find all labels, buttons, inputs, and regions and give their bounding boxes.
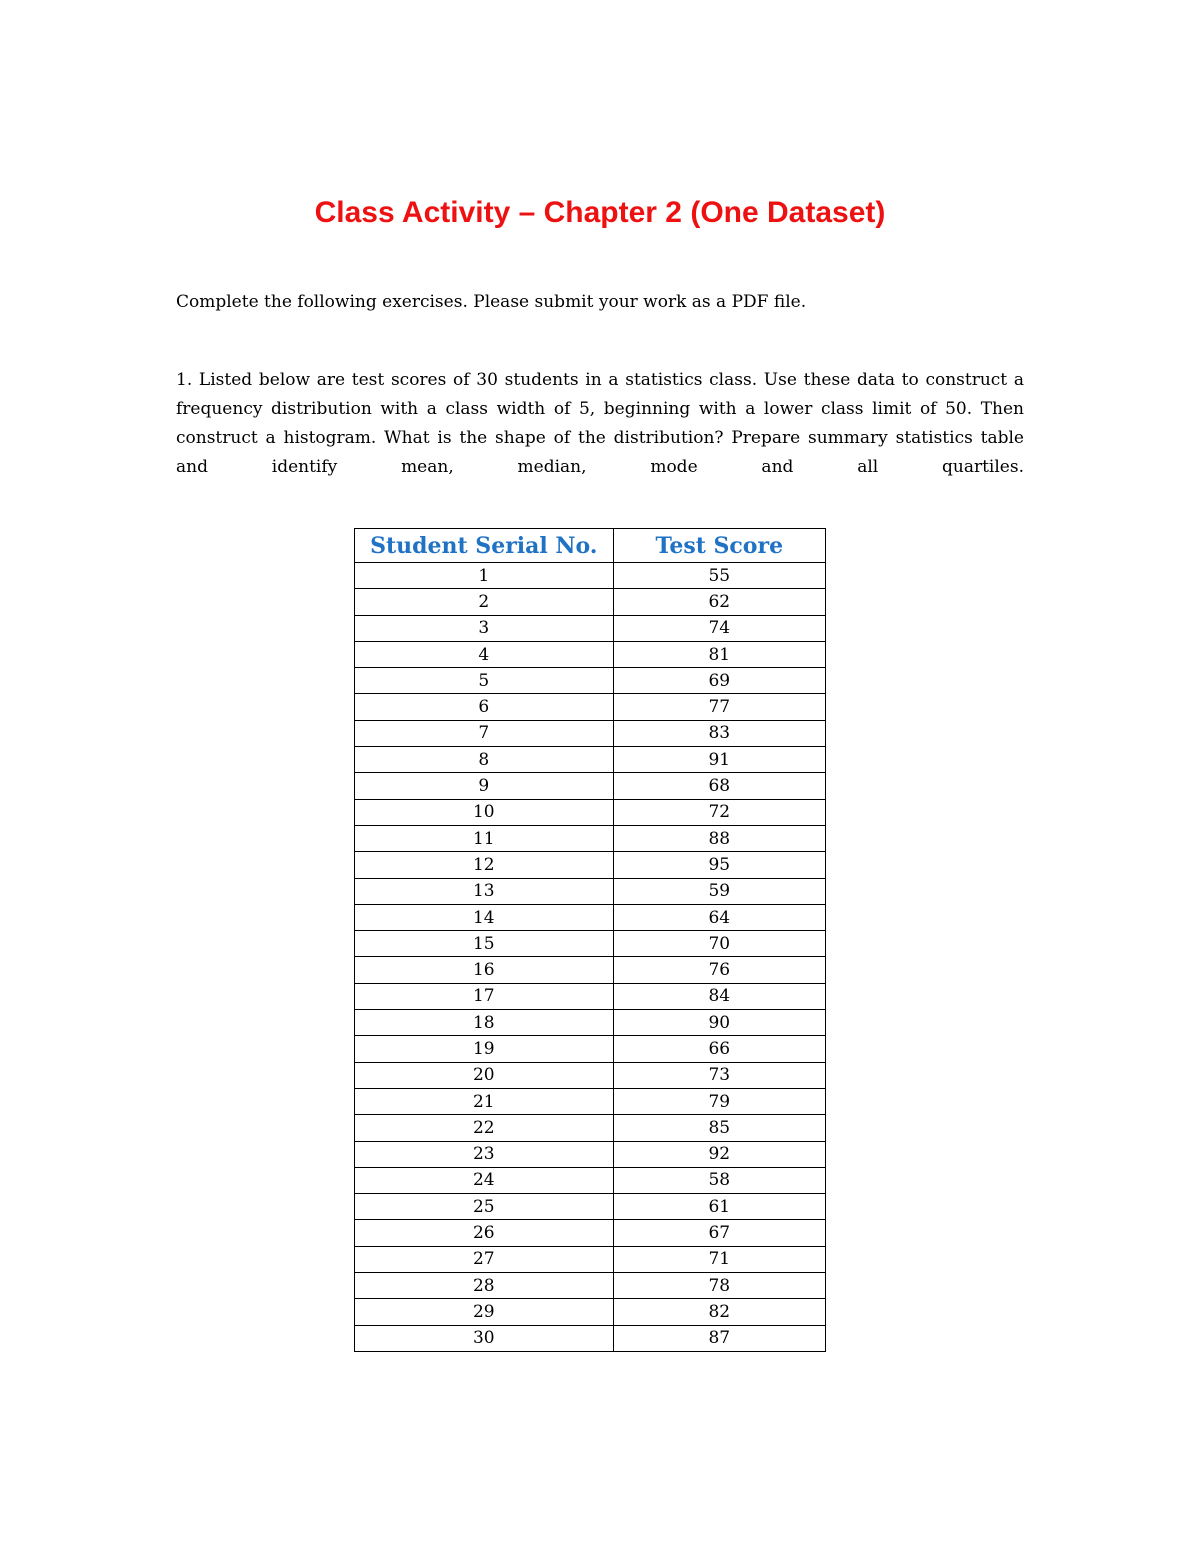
- table-row: [355, 1325, 826, 1351]
- test-score-cell: 73: [613, 1062, 825, 1088]
- test-score-cell: 69: [613, 668, 825, 694]
- test-score-cell: 58: [613, 1167, 825, 1193]
- serial-no-cell: 20: [355, 1062, 614, 1088]
- table-row: [355, 589, 826, 615]
- serial-no-cell: 5: [355, 668, 614, 694]
- serial-no-cell: 13: [355, 878, 614, 904]
- serial-no-cell: 18: [355, 1010, 614, 1036]
- test-score-cell: 95: [613, 852, 825, 878]
- table-row: [355, 1036, 826, 1062]
- table-header-row: [355, 529, 826, 563]
- table-row: [355, 563, 826, 589]
- test-scores-table: [354, 528, 826, 1352]
- serial-no-cell: 19: [355, 1036, 614, 1062]
- test-score-cell: 77: [613, 694, 825, 720]
- table-row: [355, 1273, 826, 1299]
- test-score-cell: 74: [613, 615, 825, 641]
- table-row: [355, 615, 826, 641]
- table-row: [355, 668, 826, 694]
- serial-no-cell: 11: [355, 825, 614, 851]
- table-row: [355, 1220, 826, 1246]
- serial-no-cell: 27: [355, 1246, 614, 1272]
- table-body: [355, 563, 826, 1352]
- test-score-cell: 83: [613, 720, 825, 746]
- table-row: [355, 773, 826, 799]
- table-row: [355, 1299, 826, 1325]
- test-score-cell: 70: [613, 931, 825, 957]
- test-score-cell: 64: [613, 904, 825, 930]
- serial-no-cell: 12: [355, 852, 614, 878]
- table-row: [355, 904, 826, 930]
- test-score-cell: 71: [613, 1246, 825, 1272]
- test-score-cell: 66: [613, 1036, 825, 1062]
- serial-no-cell: 7: [355, 720, 614, 746]
- serial-no-cell: 4: [355, 641, 614, 667]
- serial-no-cell: 17: [355, 983, 614, 1009]
- document-title: Class Activity – Chapter 2 (One Dataset): [314, 196, 886, 229]
- serial-no-cell: 26: [355, 1220, 614, 1246]
- table-row: [355, 957, 826, 983]
- table-row: [355, 1167, 826, 1193]
- test-score-cell: 61: [613, 1194, 825, 1220]
- table-row: [355, 878, 826, 904]
- test-score-cell: 62: [613, 589, 825, 615]
- table-row: [355, 1088, 826, 1114]
- column-header-test-score: Test Score: [613, 529, 825, 563]
- serial-no-cell: 8: [355, 747, 614, 773]
- table-row: [355, 694, 826, 720]
- table-row: [355, 747, 826, 773]
- serial-no-cell: 6: [355, 694, 614, 720]
- table-row: [355, 931, 826, 957]
- table-row: [355, 1115, 826, 1141]
- test-score-cell: 81: [613, 641, 825, 667]
- table-row: [355, 1194, 826, 1220]
- test-score-cell: 87: [613, 1325, 825, 1351]
- serial-no-cell: 3: [355, 615, 614, 641]
- table-row: [355, 1062, 826, 1088]
- serial-no-cell: 14: [355, 904, 614, 930]
- serial-no-cell: 24: [355, 1167, 614, 1193]
- test-score-cell: 82: [613, 1299, 825, 1325]
- test-score-cell: 90: [613, 1010, 825, 1036]
- table-row: [355, 1010, 826, 1036]
- test-score-cell: 59: [613, 878, 825, 904]
- serial-no-cell: 15: [355, 931, 614, 957]
- serial-no-cell: 16: [355, 957, 614, 983]
- instructions-text: Complete the following exercises. Please submit your work as a PDF file.: [176, 292, 807, 312]
- test-score-cell: 84: [613, 983, 825, 1009]
- table-row: [355, 720, 826, 746]
- table-row: [355, 799, 826, 825]
- serial-no-cell: 21: [355, 1088, 614, 1114]
- serial-no-cell: 25: [355, 1194, 614, 1220]
- test-score-cell: 72: [613, 799, 825, 825]
- table-row: [355, 1141, 826, 1167]
- column-header-serial-no: Student Serial No.: [355, 529, 614, 563]
- serial-no-cell: 2: [355, 589, 614, 615]
- serial-no-cell: 22: [355, 1115, 614, 1141]
- test-score-cell: 68: [613, 773, 825, 799]
- test-score-cell: 91: [613, 747, 825, 773]
- test-score-cell: 76: [613, 957, 825, 983]
- test-score-cell: 79: [613, 1088, 825, 1114]
- question-1-text: 1. Listed below are test scores of 30 students in a statistics class. Use these data to construct a frequency distribution with a class width of 5, beginning with a lower class limit of 50. Then construct a histogram. What is the shape of the distribution? Prepare summary statistics table and identify mean, median, mode and all quartiles.: [176, 370, 1024, 477]
- serial-no-cell: 9: [355, 773, 614, 799]
- test-score-cell: 85: [613, 1115, 825, 1141]
- serial-no-cell: 1: [355, 563, 614, 589]
- test-score-cell: 92: [613, 1141, 825, 1167]
- serial-no-cell: 23: [355, 1141, 614, 1167]
- table-row: [355, 1246, 826, 1272]
- serial-no-cell: 29: [355, 1299, 614, 1325]
- table-row: [355, 983, 826, 1009]
- table-row: [355, 825, 826, 851]
- test-score-cell: 78: [613, 1273, 825, 1299]
- test-score-cell: 88: [613, 825, 825, 851]
- test-score-cell: 67: [613, 1220, 825, 1246]
- table-row: [355, 852, 826, 878]
- test-score-cell: 55: [613, 563, 825, 589]
- serial-no-cell: 28: [355, 1273, 614, 1299]
- table-row: [355, 641, 826, 667]
- serial-no-cell: 30: [355, 1325, 614, 1351]
- serial-no-cell: 10: [355, 799, 614, 825]
